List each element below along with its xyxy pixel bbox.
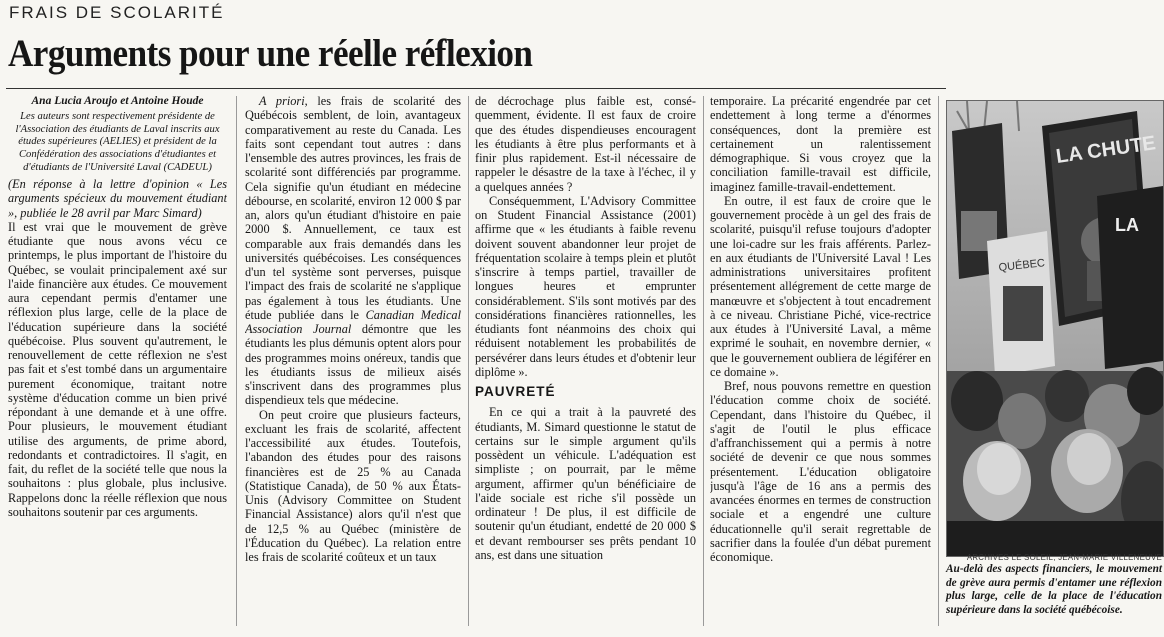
byline: Ana Lucia Aroujo et Antoine Houde <box>31 95 204 107</box>
sign-text: LA CHUTE <box>1054 132 1158 168</box>
protest-sign <box>1097 186 1163 369</box>
headline: Arguments pour une réelle réflexion <box>8 32 533 75</box>
paragraph-text: , les frais de scolarité des Québécois semblent, de loin, avantageux comparativement au reste du Canada. Les faits sont cependant tout autres : dans l'ensemble des autres provinces, les frais de scolarité sont différenciés par programme. Cela signifie qu'un étudiant en médecine débourse, en scolarité, environ 12 000 $ par an, alors qu'un étudiant d'histoire en paie 2000 $. Annuellement, ce taux est comparable aux frais demandés dans les universités québécoises. Les conséquences d'un tel système sont perverses, puisque l'impact des frais de scolarité ne s'applique pas également à tous les étudiants. Une étude publiée dans le <box>245 94 461 322</box>
section-kicker: FRAIS DE SCOLARITÉ <box>9 3 225 22</box>
author-bio: Les auteurs sont respectivement présidente de l'Association des étudiants de Laval inscrits aux études supérieures (AELIES) et président de la Confédération des associations d'étudiantes et d'étudiants de l'Université Laval (CADEUL) <box>15 111 220 173</box>
paragraph <box>245 94 461 408</box>
paragraph: Il est vrai que le mouvement de grève étudiante que nous avons vécu ce printemps, le plus important de l'histoire du Québec, se voulait principalement axé sur l'aide financière aux études. Ce mouvement aura cependant permis d'entamer une réflexion plus large, celle de la place de l'éducation supérieure dans la société québécoise. Plus souvent qu'autrement, le renouvellement de cette réflexion ne s'est pas fait et s'est tombé dans un argumentaire purement économique, traitant notre système d'éducation comme un bien privé répondant à une demande et à une offre. Pour plusieurs, le mouvement étudiant utilise des arguments, de prime abord, redondants et contradictoires. Il s'agit, en fait, du reflet de la société telle que nous la souhaitons : plus globale, plus inclusive. Rappelons donc la réelle réflexion que nous souhaitons soutenir par ces arguments. <box>8 219 227 519</box>
article-column-3 <box>475 94 696 634</box>
paragraph: On peut croire que plusieurs facteurs, excluant les frais de scolarité, affectent l'accessibilité aux études. Toutefois, l'abandon des études pour des raisons financières est de 25 % au Canada (Statistique Canada), de 50 % aux États-Unis (Advisory Committee on Student Financial Assistance) alors qu'il n'est que de 12,5 % au Québec (ministère de l'Éducation du Québec). La relation entre les frais de scolarité coûteux et un taux <box>245 407 461 564</box>
paragraph: Conséquemment, L'Advisory Committee on Student Financial Assistance (2001) affirme que « les étudiants à faible revenu doivent souvent abandonner leur projet de fréquentation scolaire à temps plein et plutôt s'inscrire à temps partiel, travailler de longues heures et emprunter considérablement. S'ils sont motivés par des considérations financières rationnelles, les étudiants font néanmoins des choix qui réduisent notablement les probabilités de persévérer dans leurs études et d'obtenir leur diplôme ». <box>475 193 696 379</box>
journal-title: Canadian Medical Association Journal <box>245 307 461 336</box>
photo-caption: Au-delà des aspects financiers, le mouvement de grève aura permis d'entamer une réflexion plus large, celle de la place de l'éducation supérieure dans la société québécoise. <box>946 563 1162 616</box>
protest-sign <box>987 231 1055 376</box>
column-divider <box>703 96 704 626</box>
protest-photo <box>946 100 1164 557</box>
column-divider <box>236 96 237 626</box>
headline-rule <box>6 88 946 89</box>
subheading: PAUVRETÉ <box>475 384 556 399</box>
sign-text: LA <box>1115 215 1139 235</box>
emphasis-text: A priori <box>259 94 305 108</box>
paragraph-text: démontre que les étudiants les plus démunis optent alors pour des programmes moins onéreux, tandis que les étudiants issus de milieux aisés s'inscrivent dans des programmes plus dispendieux tels que médecine. <box>245 322 461 408</box>
paragraph: En ce qui a trait à la pauvreté des étudiants, M. Simard questionne le statut de certains sur le simple argument qu'ils possèdent un véhicule. L'adéquation est simpliste ; on pourrait, par le même argument, affirmer qu'un bénéficiaire de l'aide sociale est riche s'il possède un ordinateur ! De plus, il est difficile de soutenir qu'un étudiant, endetté de 20 000 $ et devant rembourser ses prêts pendant 10 ans, est dans une situation <box>475 405 696 562</box>
paragraph: En outre, il est faux de croire que le gouvernement procède à un gel des frais de scolarité, puisqu'il refuse toujours d'adopter une loi-cadre sur les frais afférents. Parlez-en aux étudiants de l'Université Laval ! Les administrations universitaires profitent présentement allégrement de cette marge de manœuvre et s'objectent à tout encadrement à ce niveau. Christiane Piché, vice-rectrice aux études à l'Université Laval, a même exprimé le souhait, en novembre dernier, « que le gouvernement oubliera de légiférer en ce domaine ». <box>710 193 931 379</box>
column-divider <box>468 96 469 626</box>
column-divider <box>938 96 939 626</box>
paragraph: Bref, nous pouvons remettre en question l'éducation comme choix de société. Cependant, dans l'histoire du Québec, il s'agit de l'outil le plus efficace d'affranchissement qui a permis à notre société de devenir ce que nous sommes présentement. L'éducation obligatoire jusqu'à l'âge de 16 ans a permis des avancées énormes en termes de construction sociale et a engendré une culture éducationnelle qu'il serait regrettable de sacrifier dans la foulée d'un débat purement économique. <box>710 379 931 564</box>
paragraph: de décrochage plus faible est, conséquemment, évidente. Il est faux de croire que des études dispendieuses encouragent les étudiants à être plus performants et à finir plus rapidement. Est-il nécessaire de rappeler le désastre de la taxe à l'échec, il y a quelques années ? <box>475 94 696 194</box>
paragraph: temporaire. La précarité engendrée par cet endettement à long terme a d'énormes conséquences, dont la première est certainement un ralentissement démographique. Si vous croyez que la conciliation famille-travail est difficile, imaginez famille-travail-endettement. <box>710 94 931 194</box>
article-column-2 <box>245 94 461 634</box>
article-column-4 <box>710 94 931 634</box>
photo-illustration <box>947 101 1163 556</box>
sign-text: QUÉBEC <box>998 257 1046 274</box>
editor-note: (En réponse à la lettre d'opinion « Les arguments spécieux du mouvement étudiant », publiée le 28 avril par Marc Simard) <box>8 177 227 220</box>
article-column-1 <box>8 94 227 634</box>
photo-credit: ARCHIVES LE SOLEIL, JEAN-MARIE VILLENEUVE <box>966 553 1162 562</box>
